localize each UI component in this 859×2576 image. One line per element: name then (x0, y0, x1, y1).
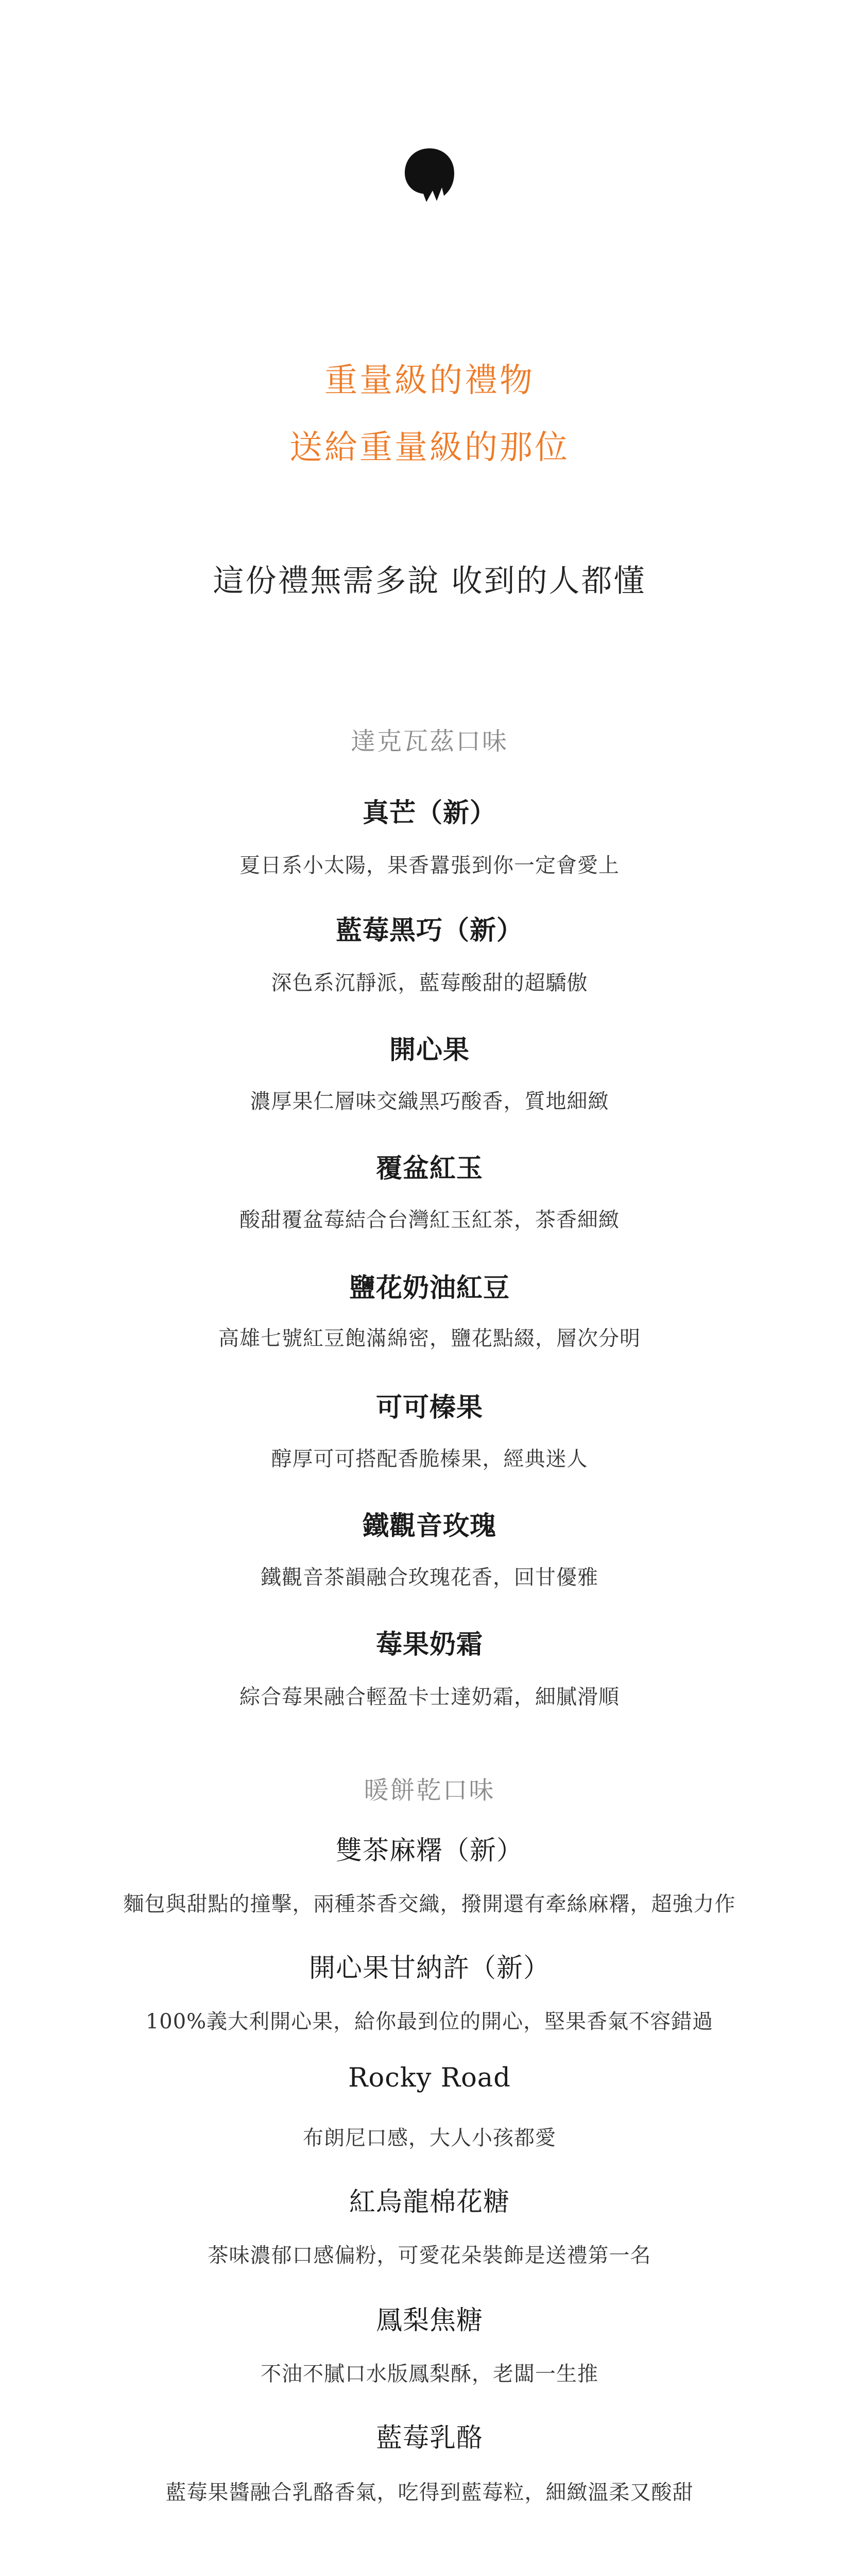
hero-headline (0, 347, 859, 481)
flavor-desc: 醇厚可可搭配香脆榛果，經典迷人 (271, 1447, 588, 1471)
section-title-soft-cookie: 暖餅乾口味 (364, 1776, 495, 1805)
hero-line-1: 重量級的禮物 (324, 362, 535, 400)
flavor-desc: 100%義大利開心果，給你最到位的開心，堅果香氣不容錯過 (145, 2010, 714, 2033)
flavor-name: 莓果奶霜 (375, 1629, 483, 1660)
flavor-desc: 深色系沉靜派，藍莓酸甜的超驕傲 (271, 971, 588, 995)
flavor-name: 覆盆紅玉 (375, 1153, 483, 1184)
flavor-desc: 濃厚果仁層味交織黑巧酸香，質地細緻 (250, 1090, 609, 1113)
flavor-desc: 高雄七號紅豆飽滿綿密，鹽花點綴，層次分明 (218, 1327, 641, 1350)
flavor-desc: 不油不膩口水版鳳梨酥，老闆一生推 (261, 2362, 598, 2386)
flavor-name: 雙茶麻糬（新） (335, 1836, 523, 1866)
flavor-name: 藍莓乳酪 (375, 2423, 483, 2453)
flavor-desc: 麵包與甜點的撞擊，兩種茶香交織，撥開還有牽絲麻糬，超強力作 (123, 1892, 736, 1916)
flavor-name: 鹽花奶油紅豆 (349, 1273, 510, 1303)
flavor-desc: 酸甜覆盆莓結合台灣紅玉紅茶，茶香細緻 (239, 1208, 620, 1232)
flavor-name: Rocky Road (348, 2063, 511, 2093)
flavor-name: 可可榛果 (375, 1392, 483, 1423)
round-blob-logo-icon (403, 146, 456, 204)
flavor-name: 開心果 (389, 1035, 470, 1065)
flavor-name: 藍莓黑巧（新） (335, 915, 523, 946)
flavor-name: 鳳梨焦糖 (375, 2306, 483, 2336)
flavor-name: 鐵觀音玫瑰 (362, 1511, 496, 1541)
flavor-desc: 藍莓果醬融合乳酪香氣，吃得到藍莓粒，細緻溫柔又酸甜 (165, 2481, 694, 2504)
tagline: 這份禮無需多說 收到的人都懂 (213, 563, 646, 599)
flavor-name: 真芒（新） (362, 798, 496, 828)
flavor-desc: 茶味濃郁口感偏粉，可愛花朵裝飾是送禮第一名 (208, 2244, 651, 2267)
flavor-desc: 鐵觀音茶韻融合玫瑰花香，回甘優雅 (261, 1566, 598, 1589)
flavor-desc: 綜合莓果融合輕盈卡士達奶霜，細膩滑順 (239, 1685, 620, 1709)
section-title-dacquoise: 達克瓦茲口味 (350, 727, 508, 756)
hero-line-2: 送給重量級的那位 (289, 429, 570, 467)
flavor-name: 開心果甘納許（新） (308, 1953, 550, 1984)
flavor-desc: 布朗尼口感，大人小孩都愛 (303, 2126, 556, 2150)
flavor-desc: 夏日系小太陽，果香囂張到你一定會愛上 (239, 854, 620, 877)
flavor-name: 紅烏龍棉花糖 (349, 2187, 510, 2217)
